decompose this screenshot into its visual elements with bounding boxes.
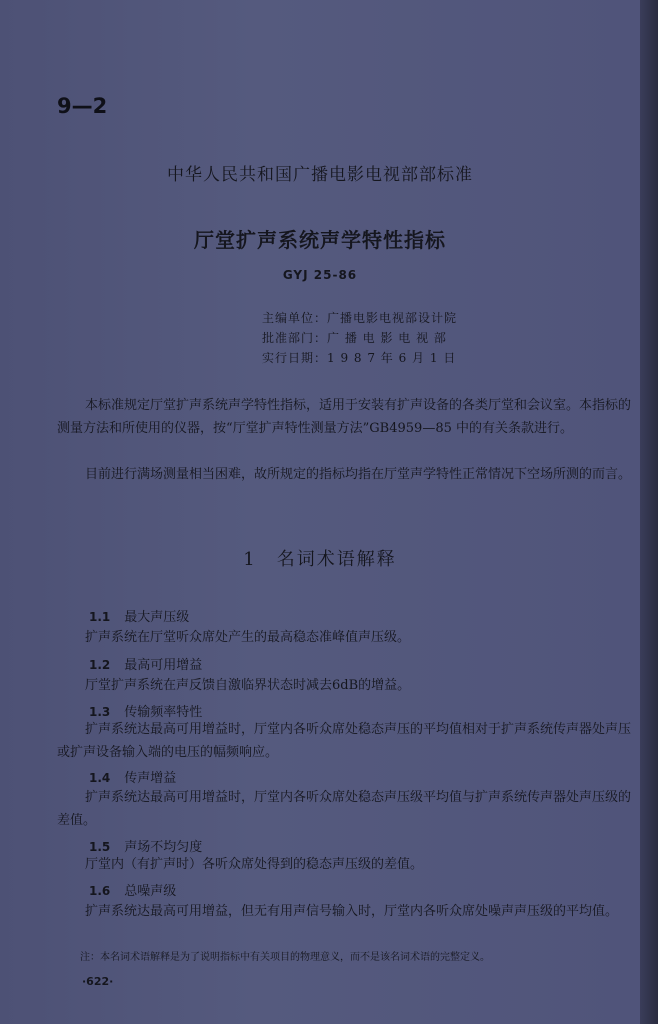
term-heading: 1.6 总噪声级 <box>89 884 177 899</box>
document-title: 厅堂扩声系统声学特性指标 <box>194 228 446 252</box>
chapter-title: 1 名词术语解释 <box>243 549 397 570</box>
term-heading: 1.5 声场不均匀度 <box>89 840 203 855</box>
page-number: ·622· <box>82 975 114 988</box>
editor-unit: 主编单位：广播电影电视部设计院 <box>262 311 458 325</box>
term-heading: 1.3 传输频率特性 <box>89 705 203 720</box>
term-definition: 扩声系统在厅堂听众席处产生的最高稳态准峰值声压级。 <box>85 630 411 645</box>
term-heading: 1.2 最高可用增益 <box>89 658 203 673</box>
intro-paragraph-1: 本标准规定厅堂扩声系统声学特性指标，适用于安装有扩声设备的各类厅堂和会议室。本指标的测量方法和所使用的仪器，按“厅堂扩声特性测量方法”GB4959—85 中的有关条款进行。 <box>57 398 632 436</box>
book-spine <box>640 0 658 1024</box>
intro-paragraph-2: 目前进行满场测量相当困难，故所规定的指标均指在厅堂声学特性正常情况下空场所测的而言。 <box>85 467 632 482</box>
effective-date: 实行日期：1 9 8 7 年 6 月 1 日 <box>262 351 457 365</box>
approving-department: 批准部门：广 播 电 影 电 视 部 <box>262 331 447 345</box>
standard-header: 中华人民共和国广播电影电视部部标准 <box>167 165 473 185</box>
footnote: 注：本名词术语解释是为了说明指标中有关项目的物理意义，而不是该名词术语的完整定义。 <box>80 952 490 963</box>
section-number: 9—2 <box>57 94 108 118</box>
term-definition: 厅堂扩声系统在声反馈自激临界状态时减去6dB的增益。 <box>85 678 411 693</box>
term-definition: 厅堂内（有扩声时）各听众席处得到的稳态声压级的差值。 <box>85 857 424 872</box>
term-definition: 扩声系统达最高可用增益时，厅堂内各听众席处稳态声压的平均值相对于扩声系统传声器处声压或扩声设备输入端的电压的幅频响应。 <box>57 722 632 760</box>
term-heading: 1.1 最大声压级 <box>89 610 190 625</box>
term-heading: 1.4 传声增益 <box>89 771 177 786</box>
term-definition: 扩声系统达最高可用增益时，厅堂内各听众席处稳态声压级平均值与扩声系统传声器处声压级的差值。 <box>57 790 632 828</box>
standard-code: GYJ 25-86 <box>282 268 358 282</box>
term-definition: 扩声系统达最高可用增益，但无有用声信号输入时，厅堂内各听众席处噪声声压级的平均值。 <box>85 904 619 919</box>
